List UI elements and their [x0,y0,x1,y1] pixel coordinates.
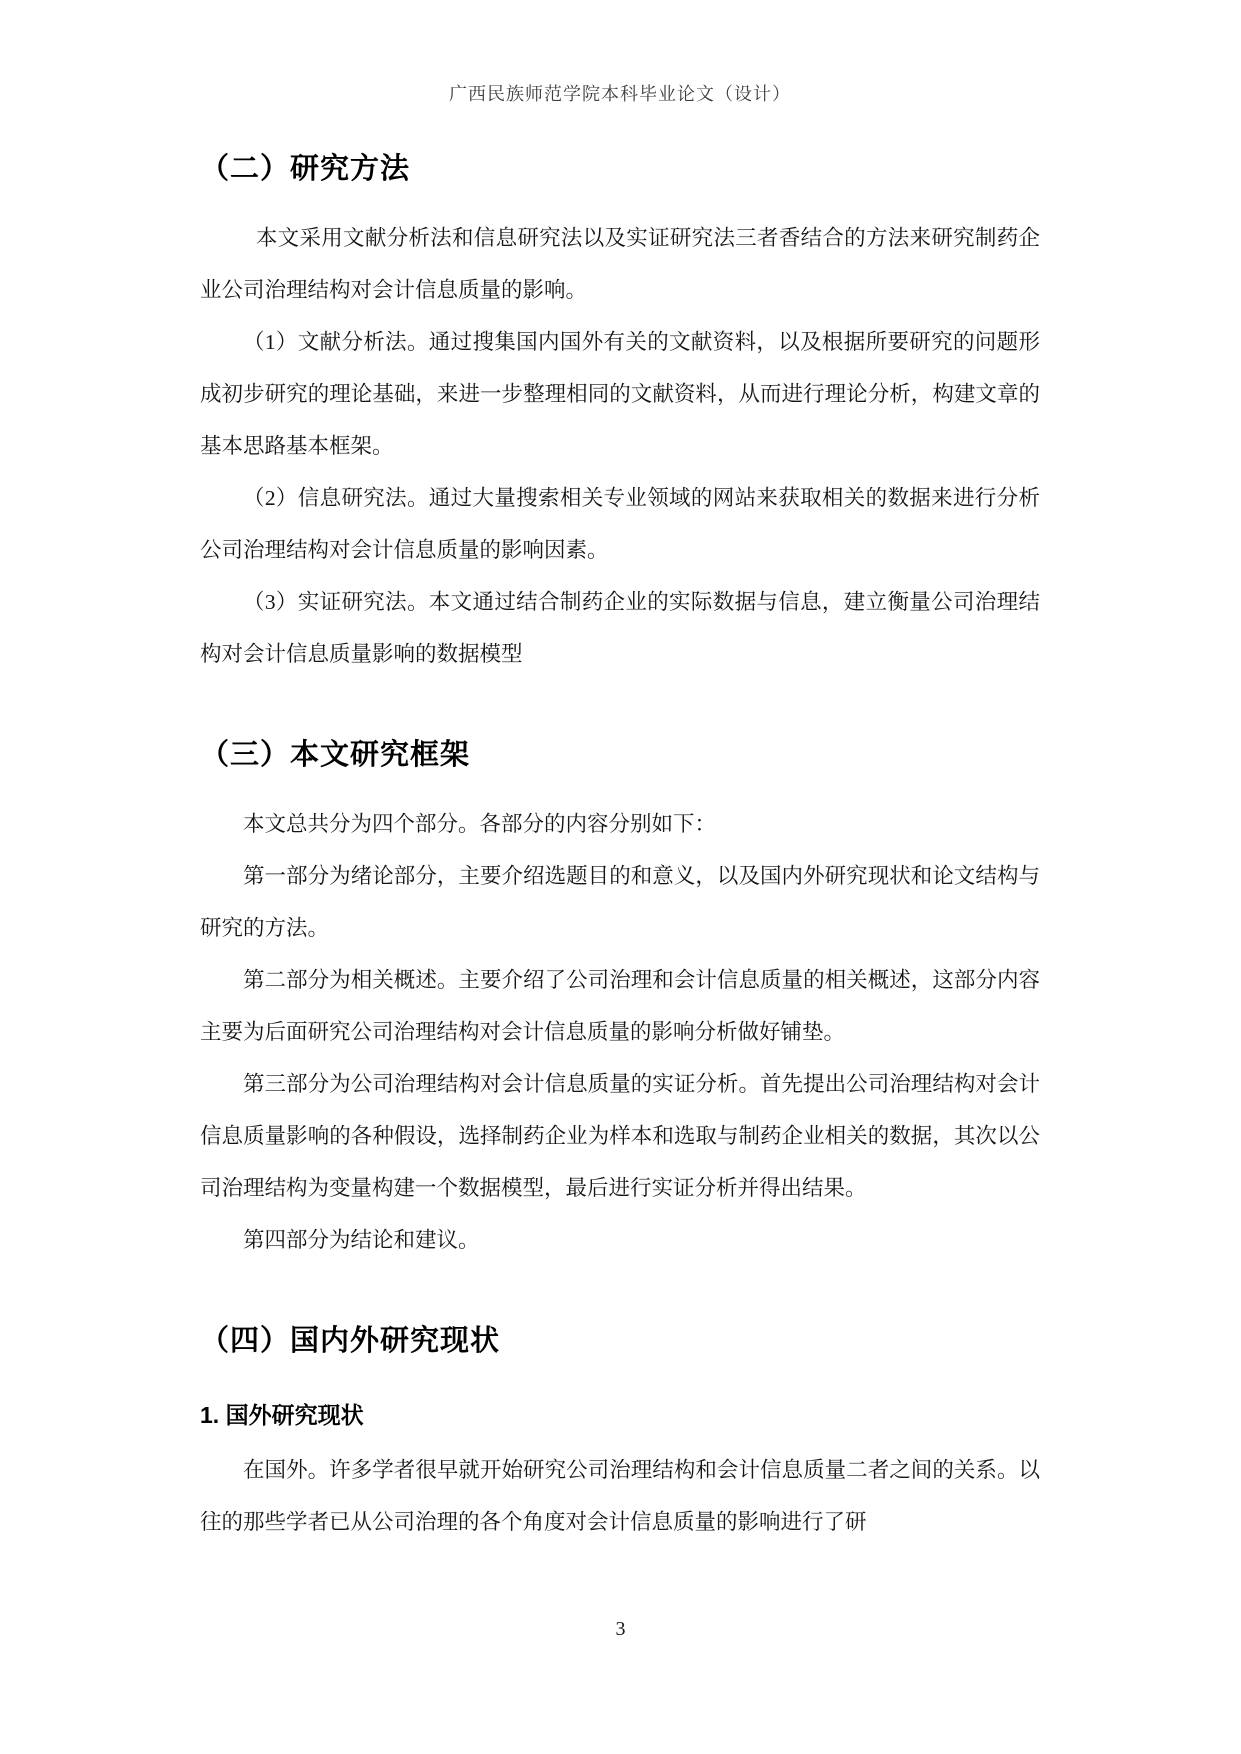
paragraph: 第二部分为相关概述。主要介绍了公司治理和会计信息质量的相关概述，这部分内容主要为后面研究公司治理结构对会计信息质量的影响分析做好铺垫。 [200,968,1040,1044]
paragraph: 在国外。许多学者很早就开始研究公司治理结构和会计信息质量二者之间的关系。以往的那些学者已从公司治理的各个角度对会计信息质量的影响进行了研 [200,1458,1040,1534]
section-heading-research-framework: （三）本文研究框架 [200,739,471,771]
paragraph: 本文总共分为四个部分。各部分的内容分别如下： [243,812,717,836]
page-content [200,0,1040,1548]
section-heading-research-status: （四）国内外研究现状 [200,1325,501,1357]
page-number: 3 [615,1618,626,1640]
paragraph: （1）文献分析法。通过搜集国内国外有关的文献资料，以及根据所要研究的问题形成初步研究的理论基础，来进一步整理相同的文献资料，从而进行理论分析，构建文章的基本思路基本框架。 [200,330,1040,458]
paragraph: （2）信息研究法。通过大量搜索相关专业领域的网站来获取相关的数据来进行分析公司治理结构对会计信息质量的影响因素。 [200,486,1040,562]
subsection-heading-foreign-research: 1. 国外研究现状 [200,1402,364,1428]
paragraph: 本文采用文献分析法和信息研究法以及实证研究法三者香结合的方法来研究制药企业公司治理结构对会计信息质量的影响。 [200,226,1040,302]
paragraph: 第三部分为公司治理结构对会计信息质量的实证分析。首先提出公司治理结构对会计信息质量影响的各种假设，选择制药企业为样本和选取与制药企业相关的数据，其次以公司治理结构为变量构建一个数据模型，最后进行实证分析并得出结果。 [200,1072,1040,1200]
paragraph: 第一部分为绪论部分，主要介绍选题目的和意义，以及国内外研究现状和论文结构与研究的方法。 [200,864,1040,940]
paragraph: （3）实证研究法。本文通过结合制药企业的实际数据与信息，建立衡量公司治理结构对会计信息质量影响的数据模型 [200,590,1040,666]
running-header: 广西民族师范学院本科毕业论文（设计） [449,84,791,104]
paragraph: 第四部分为结论和建议。 [243,1228,480,1252]
section-heading-research-methods: （二）研究方法 [200,153,411,185]
